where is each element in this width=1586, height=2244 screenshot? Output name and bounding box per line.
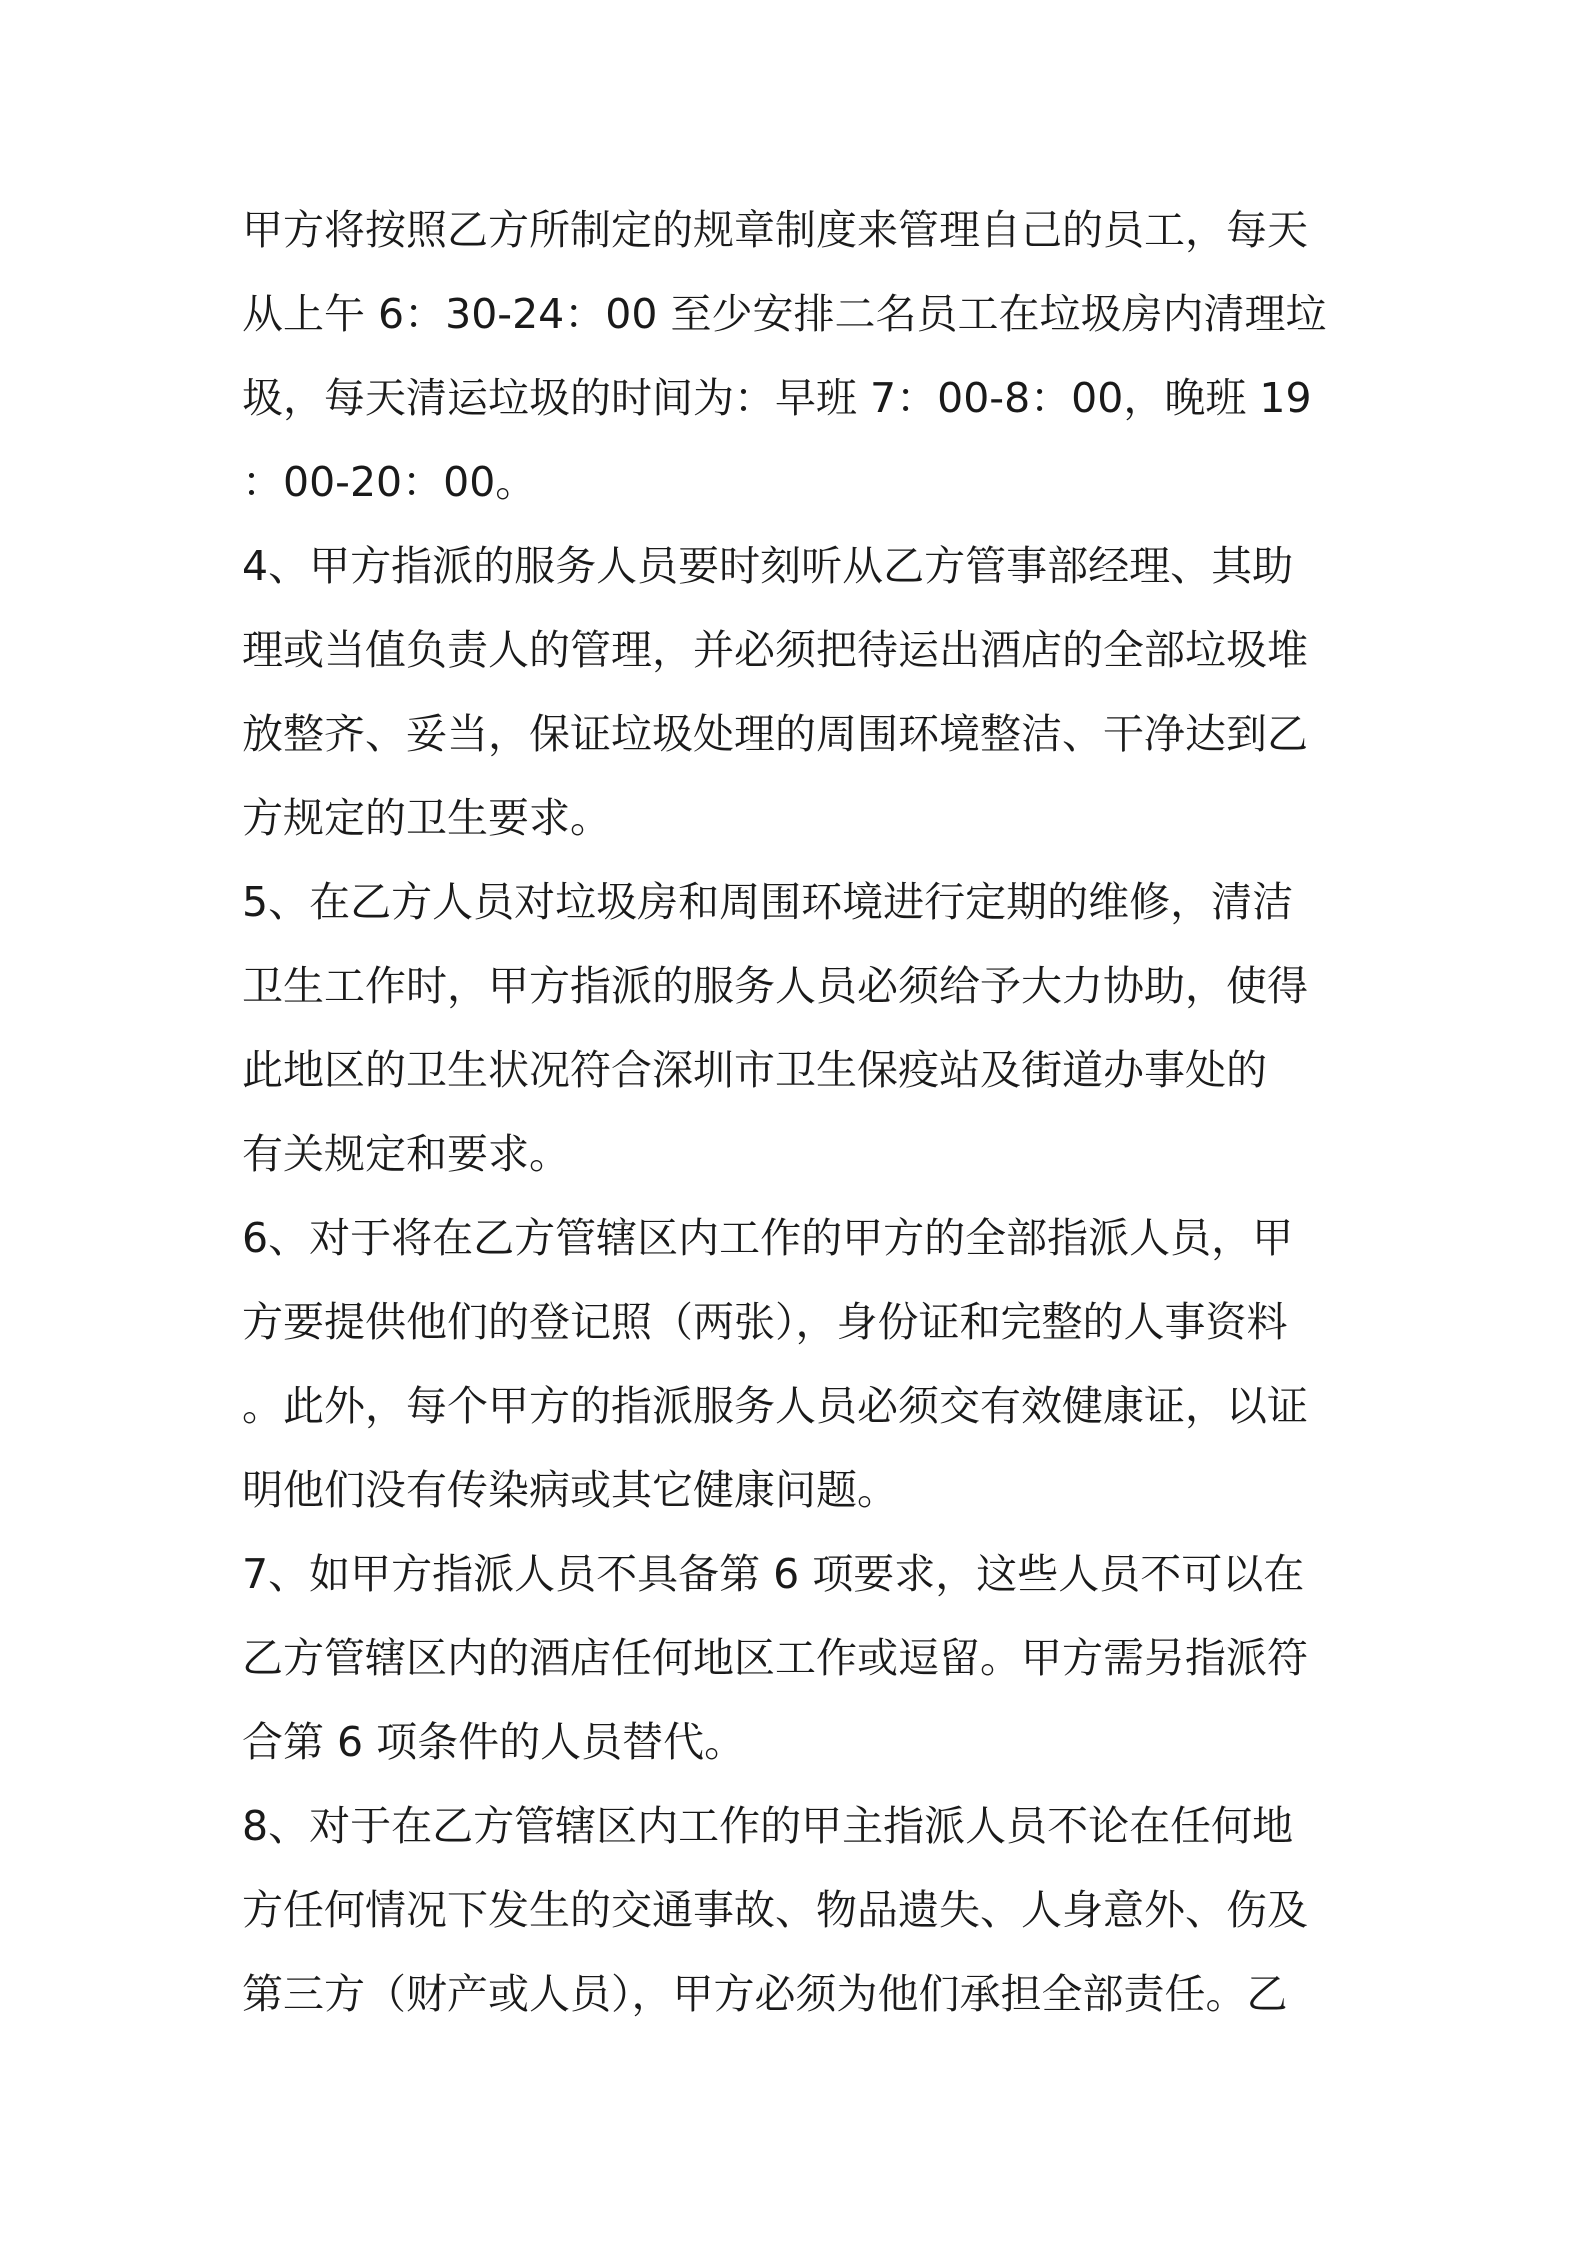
text-line: 卫生工作时，甲方指派的服务人员必须给予大力协助，使得 (242, 962, 1308, 1010)
text-line: 第三方（财产或人员），甲方必须为他们承担全部责任。乙 (242, 1970, 1288, 2018)
text-line: 6、对于将在乙方管辖区内工作的甲方的全部指派人员，甲 (242, 1214, 1294, 1262)
text-line: 此地区的卫生状况符合深圳市卫生保疫站及街道办事处的 (242, 1046, 1267, 1094)
text-line: 。此外，每个甲方的指派服务人员必须交有效健康证，以证 (242, 1382, 1308, 1430)
text-line: 甲方将按照乙方所制定的规章制度来管理自己的员工，每天 (242, 206, 1308, 254)
text-line: 乙方管辖区内的酒店任何地区工作或逗留。甲方需另指派符 (242, 1634, 1308, 1682)
text-line: 方任何情况下发生的交通事故、物品遗失、人身意外、伤及 (242, 1886, 1308, 1934)
text-line: 有关规定和要求。 (242, 1130, 570, 1178)
text-line: 8、对于在乙方管辖区内工作的甲主指派人员不论在任何地 (242, 1802, 1294, 1850)
text-line: 方规定的卫生要求。 (242, 794, 611, 842)
text-line: 明他们没有传染病或其它健康问题。 (242, 1466, 898, 1514)
text-line: 合第 6 项条件的人员替代。 (242, 1718, 746, 1766)
text-line: 圾，每天清运垃圾的时间为：早班 7：00-8：00，晚班 19 (242, 374, 1312, 422)
text-line: 理或当值负责人的管理，并必须把待运出酒店的全部垃圾堆 (242, 626, 1308, 674)
text-line: 方要提供他们的登记照（两张），身份证和完整的人事资料 (242, 1298, 1288, 1346)
text-line: ：00-20：00。 (242, 458, 537, 506)
text-line: 4、甲方指派的服务人员要时刻听从乙方管事部经理、其助 (242, 542, 1294, 590)
text-line: 5、在乙方人员对垃圾房和周围环境进行定期的维修，清洁 (242, 878, 1294, 926)
text-line: 从上午 6：30-24：00 至少安排二名员工在垃圾房内清理垃 (242, 290, 1327, 338)
text-line: 放整齐、妥当，保证垃圾处理的周围环境整洁、干净达到乙 (242, 710, 1308, 758)
text-line: 7、如甲方指派人员不具备第 6 项要求，这些人员不可以在 (242, 1550, 1305, 1598)
